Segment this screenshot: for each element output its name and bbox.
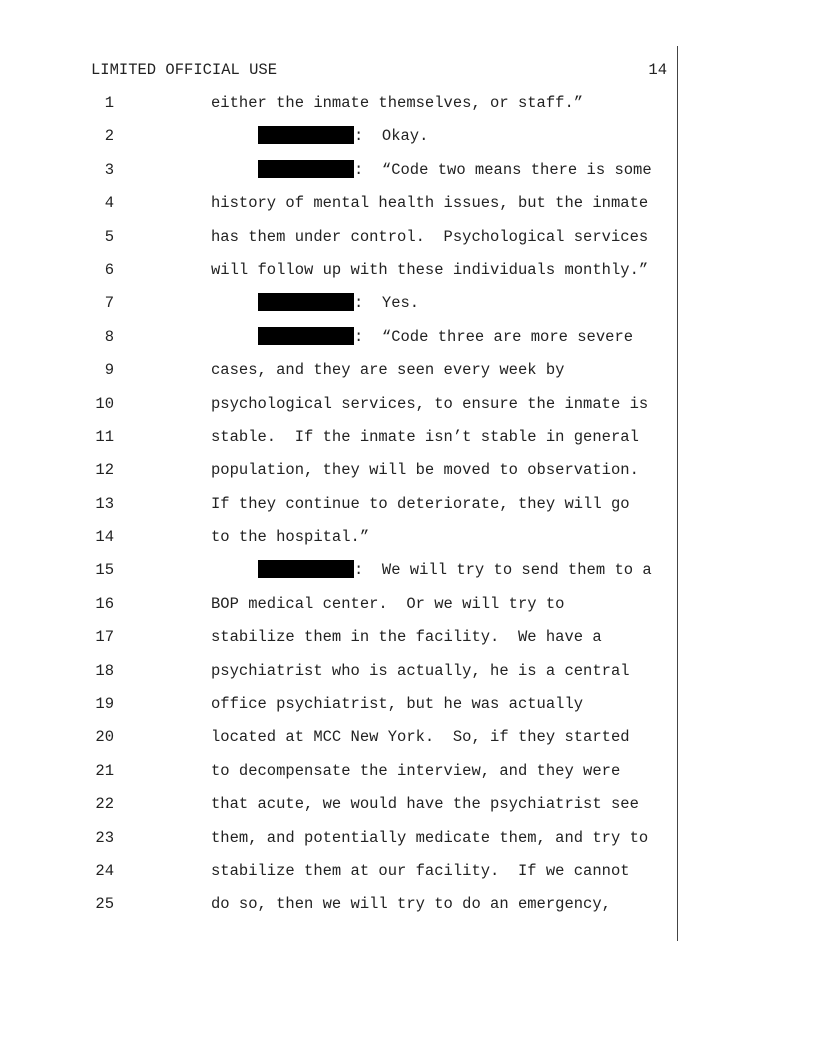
line-text [258,293,419,313]
line-number: 23 [95,828,114,847]
transcript-line [0,627,676,660]
line-text [211,594,564,614]
line-text [258,327,633,347]
line-content: : “Code three are more severe [354,327,634,346]
line-number: 16 [95,594,114,613]
line-number: 21 [95,761,114,780]
line-text [211,828,648,848]
line-content: psychological services, to ensure the inmate is [211,394,649,413]
line-text [211,427,639,447]
page-number: 14 [648,61,667,79]
line-content: : Yes. [354,294,420,313]
line-text [211,260,648,280]
line-content: them, and potentially medicate them, and try to [211,828,649,847]
transcript-line [0,560,676,593]
line-content: will follow up with these individuals monthly.” [211,260,649,279]
transcript-line [0,360,676,393]
line-number: 12 [95,461,114,480]
transcript-line [0,293,676,326]
line-number: 15 [95,561,114,580]
line-content: stabilize them at our facility. If we cannot [211,861,630,880]
line-number: 3 [104,160,114,179]
line-number: 20 [95,728,114,747]
line-number: 25 [95,895,114,914]
line-content: history of mental health issues, but the inmate [211,194,649,213]
transcript-line [0,193,676,226]
line-content: office psychiatrist, but he was actually [211,695,584,714]
line-content: : “Code two means there is some [354,160,652,179]
transcript-line [0,894,676,927]
line-content: stable. If the inmate isn’t stable in general [211,427,639,446]
line-content: BOP medical center. Or we will try to [211,594,565,613]
line-text [211,661,630,681]
line-text [258,560,652,580]
line-text [211,227,648,247]
line-text [211,494,630,514]
line-text [211,460,639,480]
line-content: to decompensate the interview, and they were [211,761,621,780]
line-content: either the inmate themselves, or staff.” [211,94,584,112]
line-text [211,394,648,414]
line-text [211,761,620,781]
line-number: 8 [104,327,114,346]
line-number: 24 [95,861,114,880]
transcript-line [0,794,676,827]
transcript-line [0,594,676,627]
line-number: 13 [95,494,114,513]
line-number: 4 [104,194,114,213]
line-number: 7 [104,294,114,313]
line-number: 5 [104,227,114,246]
redacted-speaker-name [258,126,354,144]
line-text [258,160,652,180]
line-number: 10 [95,394,114,413]
line-content: has them under control. Psychological services [211,227,649,246]
redacted-speaker-name [258,560,354,578]
transcript-line [0,427,676,460]
transcript-line [0,828,676,861]
transcript-line [0,661,676,694]
line-number: 22 [95,795,114,814]
transcript-line [0,260,676,293]
line-text [211,694,583,714]
page-header-classification: LIMITED OFFICIAL USE [91,61,278,79]
line-text [211,193,648,213]
line-number: 6 [104,260,114,279]
transcript-line [0,126,676,159]
line-number: 18 [95,661,114,680]
line-number: 9 [104,361,114,380]
transcript-line [0,327,676,360]
line-number: 17 [95,628,114,647]
line-content: population, they will be moved to observation. [211,461,639,480]
line-content: If they continue to deteriorate, they will go [211,494,630,513]
line-content: psychiatrist who is actually, he is a central [211,661,630,680]
line-content: stabilize them in the facility. We have a [211,628,602,647]
line-number: 11 [95,427,114,446]
transcript-line [0,494,676,527]
transcript-line [0,460,676,493]
redacted-speaker-name [258,327,354,345]
transcript-line [0,761,676,794]
transcript-line [0,93,676,126]
margin-rule [677,46,678,941]
redacted-speaker-name [258,293,354,311]
line-content: : Okay. [354,127,429,146]
transcript-line [0,861,676,894]
line-number: 14 [95,528,114,547]
line-content: that acute, we would have the psychiatrist see [211,795,639,814]
line-number: 1 [104,94,114,112]
line-text [211,360,564,380]
line-content: located at MCC New York. So, if they started [211,728,630,747]
redacted-speaker-name [258,160,354,178]
transcript-body [0,93,676,928]
line-number: 19 [95,695,114,714]
line-content: to the hospital.” [211,528,370,547]
line-text [211,527,369,547]
line-text [211,627,602,647]
line-content: cases, and they are seen every week by [211,361,565,380]
line-text [211,93,583,113]
transcript-line [0,727,676,760]
line-text [211,794,639,814]
line-number: 2 [104,127,114,146]
transcript-line [0,694,676,727]
line-text [258,126,428,146]
transcript-line [0,160,676,193]
line-text [211,727,630,747]
transcript-line [0,527,676,560]
line-text [211,894,611,914]
transcript-line [0,227,676,260]
transcript-line [0,394,676,427]
line-content: do so, then we will try to do an emergency, [211,895,611,914]
line-content: : We will try to send them to a [354,561,652,580]
line-text [211,861,630,881]
